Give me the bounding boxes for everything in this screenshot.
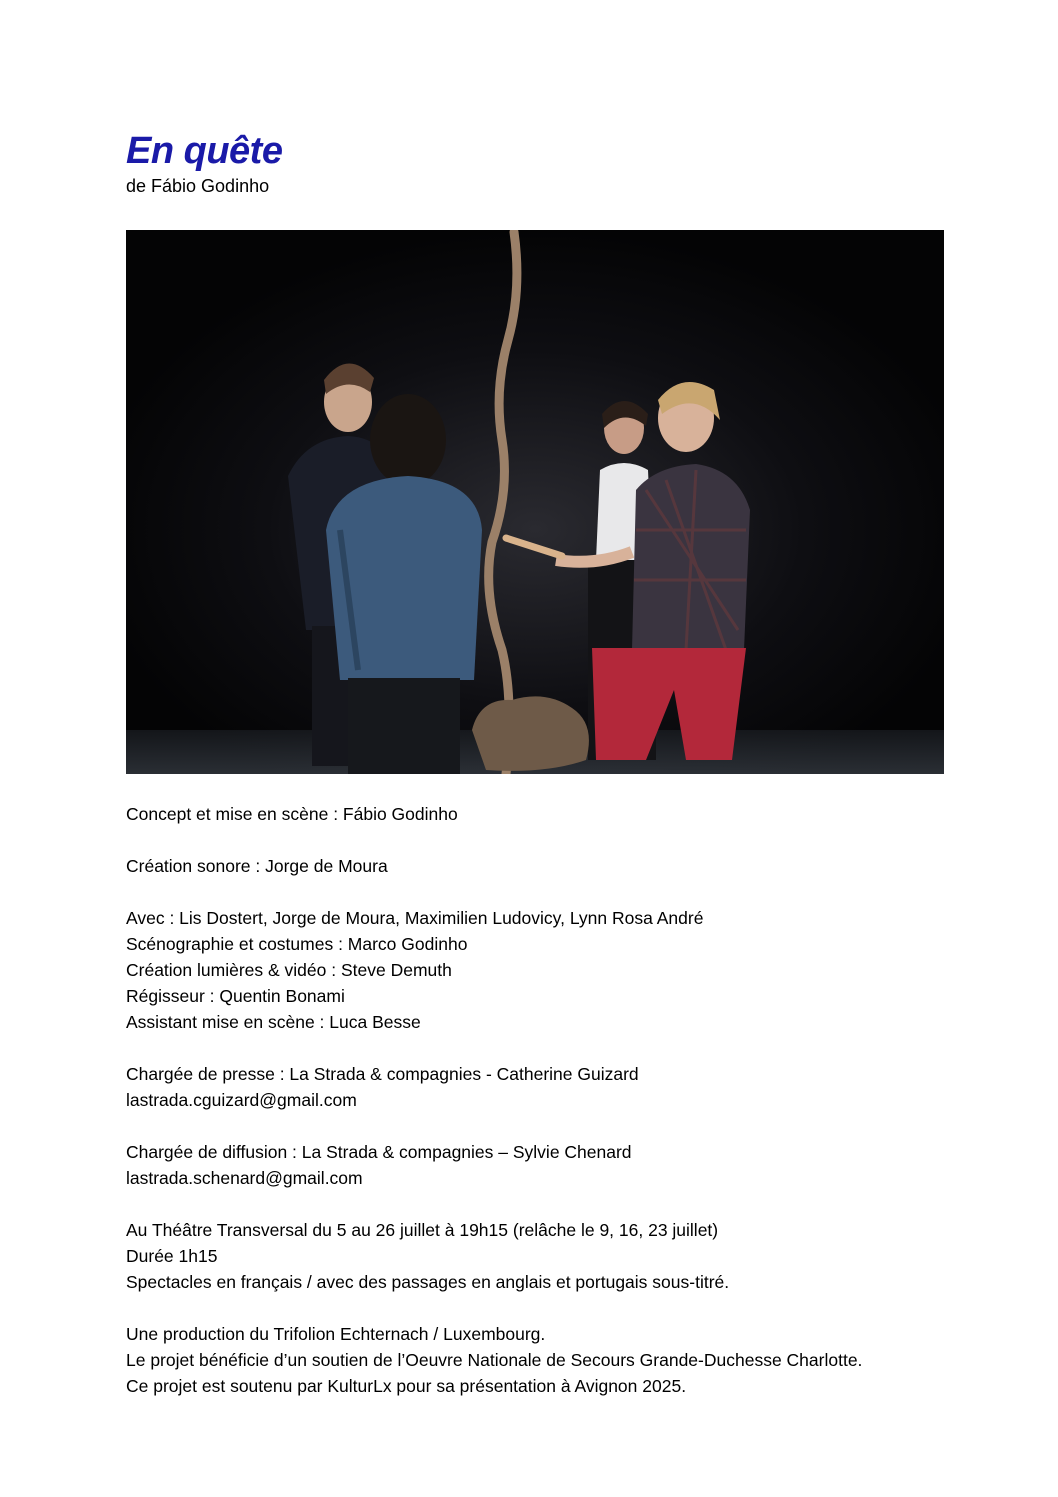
credit-assistant: Assistant mise en scène : Luca Besse (126, 1012, 421, 1032)
credit-lighting: Création lumières & vidéo : Steve Demuth (126, 960, 452, 980)
root-sculpture (472, 696, 589, 770)
info-support: Le projet bénéficie d’un soutien de l’Oeuvre Nationale de Secours Grande-Duchesse Charlotte. (126, 1350, 863, 1370)
info-language: Spectacles en français / avec des passages en anglais et portugais sous-titré. (126, 1272, 730, 1292)
credit-diffusion: Chargée de diffusion : La Strada & compagnies – Sylvie Chenard (126, 1142, 632, 1162)
info-duration: Durée 1h15 (126, 1246, 218, 1266)
info-venue: Au Théâtre Transversal du 5 au 26 juillet à 19h15 (relâche le 9, 16, 23 juillet) (126, 1220, 719, 1240)
credit-press-email: lastrada.cguizard@gmail.com (126, 1090, 357, 1110)
info-kulturlx: Ce projet est soutenu par KulturLx pour sa présentation à Avignon 2025. (126, 1376, 687, 1396)
credit-concept: Concept et mise en scène : Fábio Godinho (126, 804, 458, 824)
page-title: En quête (126, 130, 283, 172)
credits-block (126, 801, 956, 1399)
credit-scenography: Scénographie et costumes : Marco Godinho (126, 934, 468, 954)
info-production: Une production du Trifolion Echternach / Luxembourg. (126, 1324, 546, 1344)
author-line: de Fábio Godinho (126, 176, 270, 196)
credit-stage-manager: Régisseur : Quentin Bonami (126, 986, 345, 1006)
credit-press: Chargée de presse : La Strada & compagnies - Catherine Guizard (126, 1064, 639, 1084)
credit-diffusion-email: lastrada.schenard@gmail.com (126, 1168, 363, 1188)
stage-photo-illustration (126, 230, 944, 774)
credit-sound: Création sonore : Jorge de Moura (126, 856, 388, 876)
stage-photo (126, 230, 944, 774)
document-page (126, 128, 956, 1396)
credit-cast: Avec : Lis Dostert, Jorge de Moura, Maximilien Ludovicy, Lynn Rosa André (126, 908, 704, 928)
